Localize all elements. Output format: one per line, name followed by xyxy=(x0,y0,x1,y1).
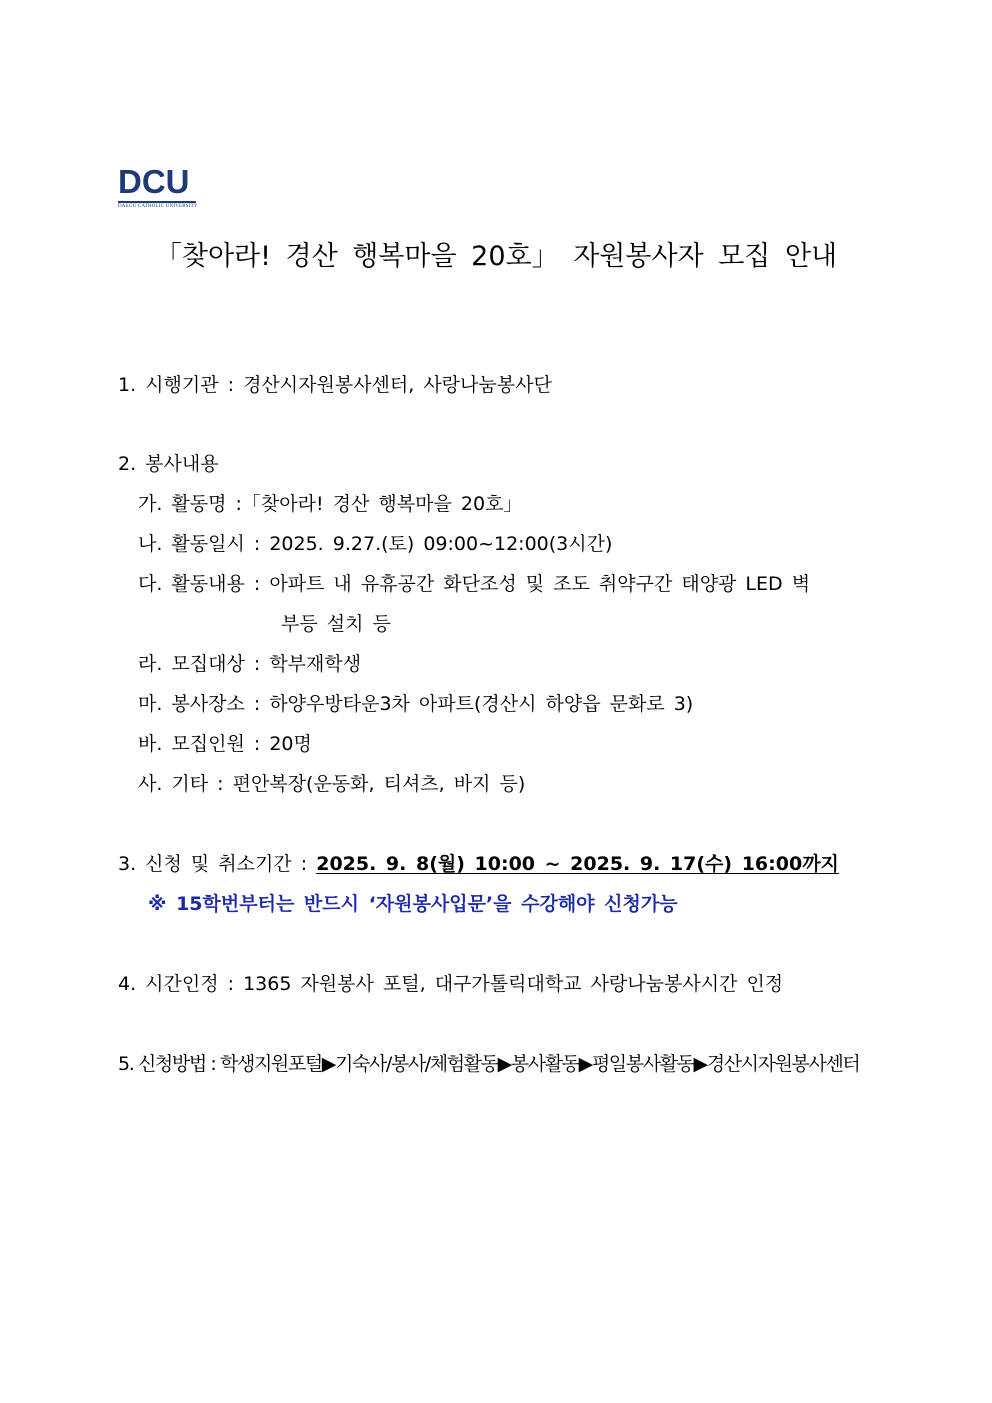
section-3-period xyxy=(118,851,839,877)
item-recruit-target: 라. 모집대상 : 학부재학생 xyxy=(138,653,362,675)
item-headcount: 바. 모집인원 : 20명 xyxy=(138,733,312,755)
section-5-apply-method: 5. 신청방법 : 학생지원포털▶기숙사/봉사/체험활동▶봉사활동▶평일봉사활동▶경산시자원봉사센터 xyxy=(118,1053,860,1075)
period-label: 3. 신청 및 취소기간 : xyxy=(118,853,317,875)
item-etc: 사. 기타 : 편안복장(운동화, 티셔츠, 바지 등) xyxy=(138,773,526,795)
item-location: 마. 봉사장소 : 하양우방타운3차 아파트(경산시 하양읍 문화로 3) xyxy=(138,693,694,715)
item-activity-name: 가. 활동명 :「찾아라! 경산 행복마을 20호」 xyxy=(138,493,523,515)
section-3-note: ※ 15학번부터는 반드시 ‘자원봉사입문’을 수강해야 신청가능 xyxy=(148,893,678,915)
logo-mark: DCU xyxy=(118,163,190,200)
item-activity-datetime: 나. 활동일시 : 2025. 9.27.(토) 09:00~12:00(3시간) xyxy=(138,533,613,555)
item-activity-content-cont: 부등 설치 등 xyxy=(281,613,391,635)
section-1-agency: 1. 시행기관 : 경산시자원봉사센터, 사랑나눔봉사단 xyxy=(118,374,552,396)
logo-subtitle: DAEGU CATHOLIC UNIVERSITY xyxy=(118,204,198,209)
item-activity-content: 다. 활동내용 : 아파트 내 유휴공간 화단조성 및 조도 취약구간 태양광 LED 벽 xyxy=(138,573,811,595)
section-4-time-credit: 4. 시간인정 : 1365 자원봉사 포털, 대구가톨릭대학교 사랑나눔봉사시간 인정 xyxy=(118,973,784,995)
dcu-logo xyxy=(118,164,198,210)
document-title: 「찾아라! 경산 행복마을 20호」 자원봉사자 모집 안내 xyxy=(154,241,838,272)
period-dates: 2025. 9. 8(월) 10:00 ~ 2025. 9. 17(수) 16:00까지 xyxy=(316,853,839,875)
logo-divider xyxy=(118,201,196,203)
section-2-heading: 2. 봉사내용 xyxy=(118,453,219,475)
